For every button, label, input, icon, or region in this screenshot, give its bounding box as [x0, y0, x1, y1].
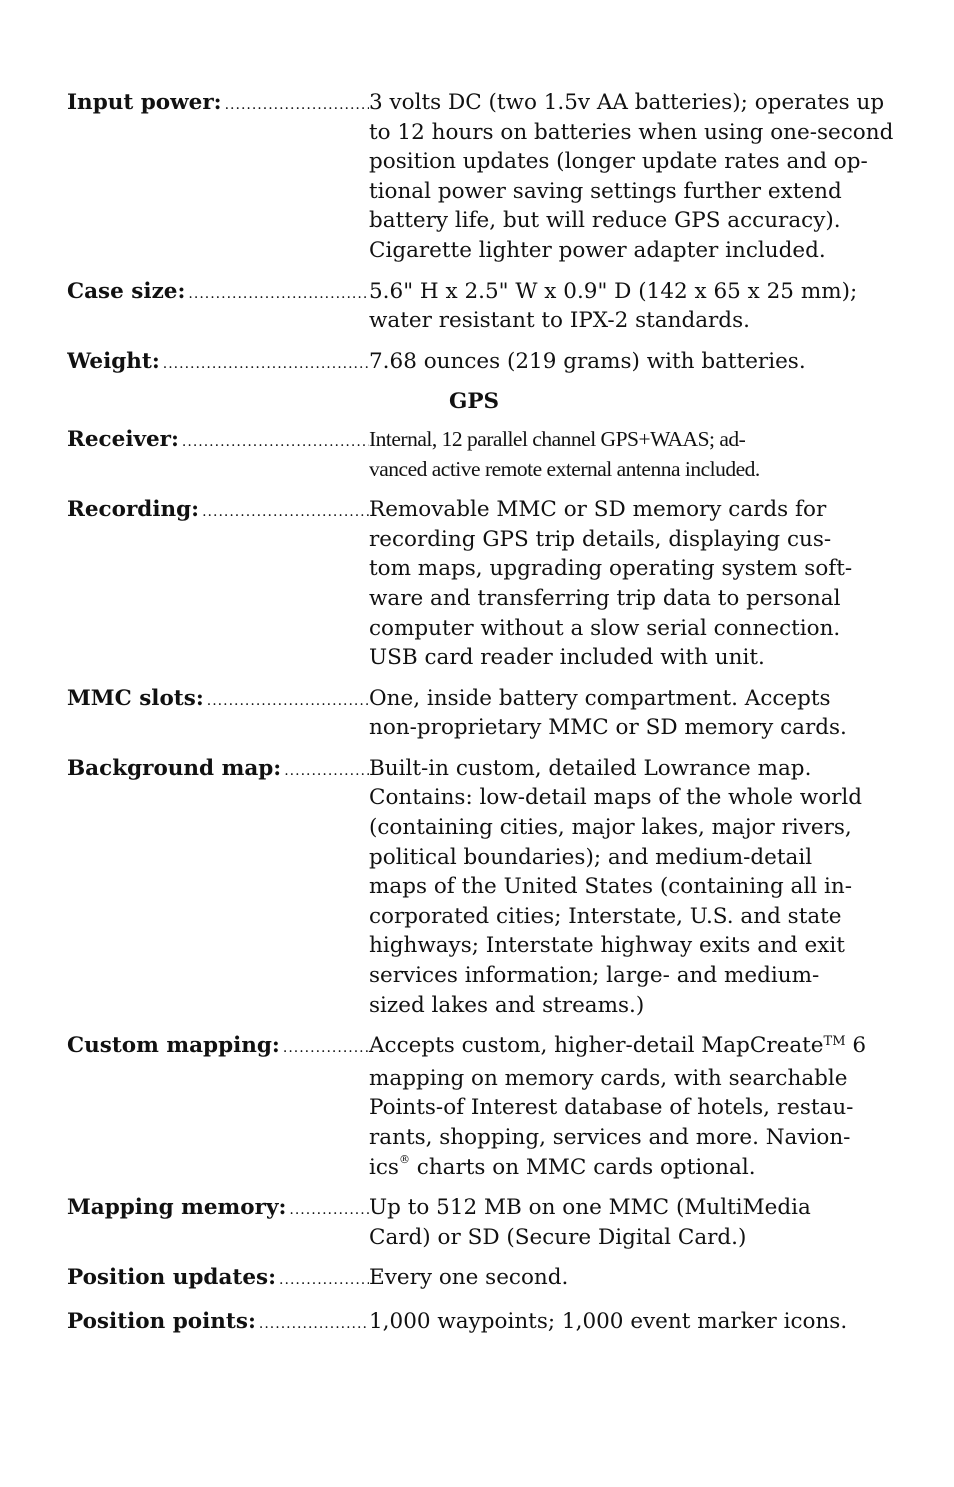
spec-value: 5.6" H x 2.5" W x 0.9" D (142 x 65 x 25 mm); water resistant to IPX-2 standards. [369, 278, 858, 334]
dot-leader [204, 687, 369, 717]
spec-label: Weight: [67, 348, 160, 374]
dot-leader [179, 428, 369, 458]
dot-leader [160, 350, 369, 380]
spec-row-position-updates [67, 1263, 897, 1296]
spec-label: Position points: [67, 1308, 256, 1334]
dot-leader [281, 757, 369, 787]
trademark-symbol: TM [823, 1034, 846, 1050]
spec-row-custom-mapping [67, 1031, 897, 1182]
spec-row-mapping-memory [67, 1193, 897, 1252]
dot-leader [256, 1310, 369, 1340]
spec-row-background-map [67, 754, 897, 1020]
spec-label: Mapping memory: [67, 1195, 287, 1221]
dot-leader [199, 498, 369, 528]
spec-value: Up to 512 MB on one MMC (MultiMedia Card) or SD (Secure Digital Card.) [369, 1195, 811, 1250]
spec-row-weight [67, 347, 897, 380]
spec-value: 7.68 ounces (219 grams) with batteries. [369, 348, 806, 374]
spec-label: Receiver: [67, 426, 179, 452]
spec-label: Input power: [67, 90, 222, 115]
spec-row-mmc-slots [67, 684, 897, 743]
spec-value: 1,000 waypoints; 1,000 event marker icons. [369, 1308, 848, 1334]
section-heading-gps: GPS [449, 389, 500, 415]
dot-leader [222, 91, 369, 121]
dot-leader [185, 280, 369, 310]
spec-label: Recording: [67, 497, 200, 523]
registered-symbol: ® [398, 1153, 410, 1167]
spec-label: Custom mapping: [67, 1033, 280, 1059]
spec-label: Case size: [67, 278, 186, 304]
spec-value: Every one second. [369, 1265, 569, 1291]
spec-value: Internal, 12 parallel channel GPS+WAAS; ad- vanced active remote external antenna included. [369, 426, 760, 481]
dot-leader [280, 1034, 369, 1064]
spec-value: Built-in custom, detailed Lowrance map. Contains: low-detail maps of the whole world (containing cities, major lakes, major rivers, political boundaries); and medium-detail maps of the United States (containing all in- corporated cities; Interstate, U.S. and state highways; Interstate highway exits and exit services information; large- and medium- sized lakes and streams.) [369, 755, 863, 1018]
spec-row-input-power [67, 88, 897, 266]
spec-row-case-size [67, 277, 897, 336]
dot-leader [286, 1196, 369, 1226]
spec-row-position-points [67, 1307, 897, 1340]
spec-value: Accepts custom, higher-detail MapCreate™ 6 mapping on memory cards, with searchable Points-of Interest database of hotels, restau- rants, shopping, services and more. Navion- ics® charts on MMC cards optional. [369, 1033, 867, 1180]
spec-label: MMC slots: [67, 685, 204, 711]
spec-label: Position updates: [67, 1265, 277, 1291]
spec-row-recording [67, 495, 897, 673]
spec-row-receiver [67, 425, 897, 484]
dot-leader [276, 1266, 369, 1296]
spec-sheet [67, 88, 897, 1351]
spec-value: One, inside battery compartment. Accepts non-proprietary MMC or SD memory cards. [369, 685, 847, 741]
spec-value: Removable MMC or SD memory cards for recording GPS trip details, displaying cus- tom maps, upgrading operating system soft- ware and transferring trip data to personal computer without a slow serial connection. USB card reader included with unit. [369, 497, 853, 671]
spec-value: 3 volts DC (two 1.5v AA batteries); operates up to 12 hours on batteries when using one-second position updates (longer update rates and op- tional power saving settings further extend battery life, but will reduce GPS accuracy). Cigarette lighter power adapter included. [369, 90, 894, 263]
spec-label: Background map: [67, 755, 282, 781]
